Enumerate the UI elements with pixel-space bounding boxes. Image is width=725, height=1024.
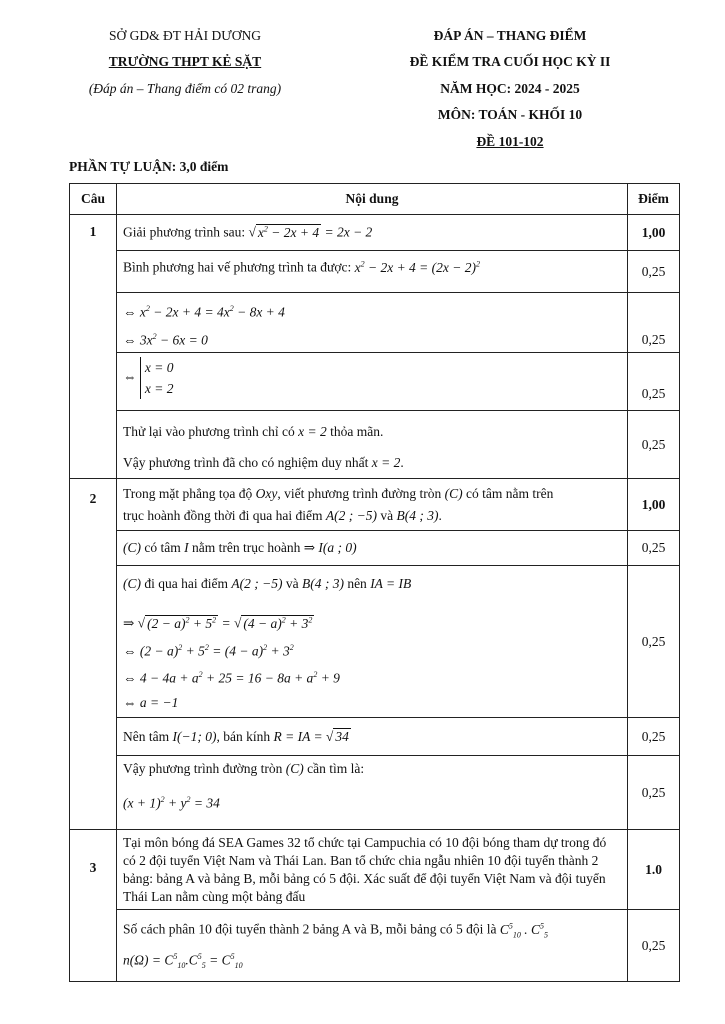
table-row: [70, 830, 680, 910]
score: 0,25: [628, 411, 680, 479]
solution-step: ⇔ $x^2 - 2x + 4 = 4x^2 - 8x + 4$ ⇔ $3x^2 - 6x = 0$: [117, 293, 628, 353]
solution-step: Số cách phân 10 đội tuyển thành 2 bảng A và B, mỗi bảng có 5 đội là $C^5_{10}$ . $C^5_5$ $n(\Omega) = C^5_{10}.C^5_5 = C^5_{10}$: [117, 910, 628, 982]
solution-step: Nên tâm I(−1; 0), bán kính R = IA = √ 34: [117, 718, 628, 756]
score: 0,25: [628, 531, 680, 566]
score: 0,25: [628, 718, 680, 756]
score: 0,25: [628, 293, 680, 353]
table-row: [70, 718, 680, 756]
score: 1,00: [628, 215, 680, 251]
score: 0,25: [628, 566, 680, 718]
table-row: [70, 479, 680, 531]
question-prompt: Tại môn bóng đá SEA Games 32 tổ chức tại Campuchia có 10 đội bóng tham dự trong đó có 2 đội tuyển Việt Nam và Thái Lan. Ban tổ chức chia ngẫu nhiên 10 đội tuyển thành 2 bảng: bảng A và bảng B, mỗi bảng có 5 đội. Xác suất để đội tuyển Việt Nam và đội tuyển Thái Lan nằm cùng một bảng đấu: [117, 830, 628, 910]
score: 0,25: [628, 353, 680, 411]
table-row: [70, 910, 680, 982]
subject: MÔN: TOÁN - KHỐI 10: [437, 107, 583, 122]
solution-step: Bình phương hai vế phương trình ta được: $x^2 - 2x + 4 = (2x - 2)^2$: [117, 251, 628, 293]
table-row: [70, 251, 680, 293]
dept-name: SỞ GD& ĐT HẢI DƯƠNG: [109, 28, 261, 43]
score: 1.0: [628, 830, 680, 910]
score: 1,00: [628, 479, 680, 531]
table-row: [70, 566, 680, 718]
col-header-score: Điểm: [628, 184, 680, 215]
section-title: PHẦN TỰ LUẬN: 3,0 điểm: [69, 159, 229, 174]
solution-step: Thử lại vào phương trình chỉ có x = 2 thỏa mãn. Vậy phương trình đã cho có nghiệm duy nhất x = 2.: [117, 411, 628, 479]
score: 0,25: [628, 756, 680, 830]
table-header-row: [70, 184, 680, 215]
table-row: [70, 215, 680, 251]
answer-table: [69, 183, 680, 982]
table-row: [70, 293, 680, 353]
question-number: 3: [70, 830, 117, 982]
col-header-content: Nội dung: [117, 184, 628, 215]
solution-step: (C) có tâm I nằm trên trục hoành ⇒ I(a ; 0): [117, 531, 628, 566]
table-row: [70, 531, 680, 566]
solution-step: ⇔ x = 0 x = 2: [117, 353, 628, 411]
doc-title: ĐÁP ÁN – THANG ĐIỂM: [433, 28, 587, 43]
solution-step: Vậy phương trình đường tròn (C) cần tìm là: $(x + 1)^2 + y^2 = 34$: [117, 756, 628, 830]
page-note: (Đáp án – Thang điểm có 02 trang): [88, 81, 282, 96]
school-name: TRƯỜNG THPT KẺ SẶT: [108, 54, 262, 69]
table-row: [70, 353, 680, 411]
score: 0,25: [628, 251, 680, 293]
table-row: [70, 756, 680, 830]
col-header-question: Câu: [70, 184, 117, 215]
question-prompt: Giải phương trình sau: √ $x^2 - 2x + 4 = 2x - 2$: [117, 215, 628, 251]
exam-name: ĐỀ KIỂM TRA CUỐI HỌC KỲ II: [409, 54, 611, 69]
table-row: [70, 411, 680, 479]
score: 0,25: [628, 910, 680, 982]
question-number: 2: [70, 479, 117, 830]
exam-code: ĐỀ 101-102: [476, 134, 544, 149]
math-expression: √ $x^2 - 2x + 4 = 2x - 2$: [248, 224, 373, 240]
question-number: 1: [70, 215, 117, 479]
question-prompt: Trong mặt phẳng tọa độ Oxy, viết phương trình đường tròn (C) có tâm nằm trên trục hoành đồng thời đi qua hai điểm A(2 ; −5) và B(4 ; 3).: [117, 479, 628, 531]
solution-step: (C) đi qua hai điểm A(2 ; −5) và B(4 ; 3) nên IA = IB ⇒ √ $(2 - a)^2 + 5^2$ = √ $(4 - a)^2 + 3^2$ ⇔ $(2 - a)^2 + 5^2 = (4 - a)^2 + 3^2$ ⇔ $4 - 4a + a^2 + 25 = 16 - 8a + a^2 + 9$ ⇔ a = −1: [117, 566, 628, 718]
school-year: NĂM HỌC: 2024 - 2025: [440, 81, 580, 96]
